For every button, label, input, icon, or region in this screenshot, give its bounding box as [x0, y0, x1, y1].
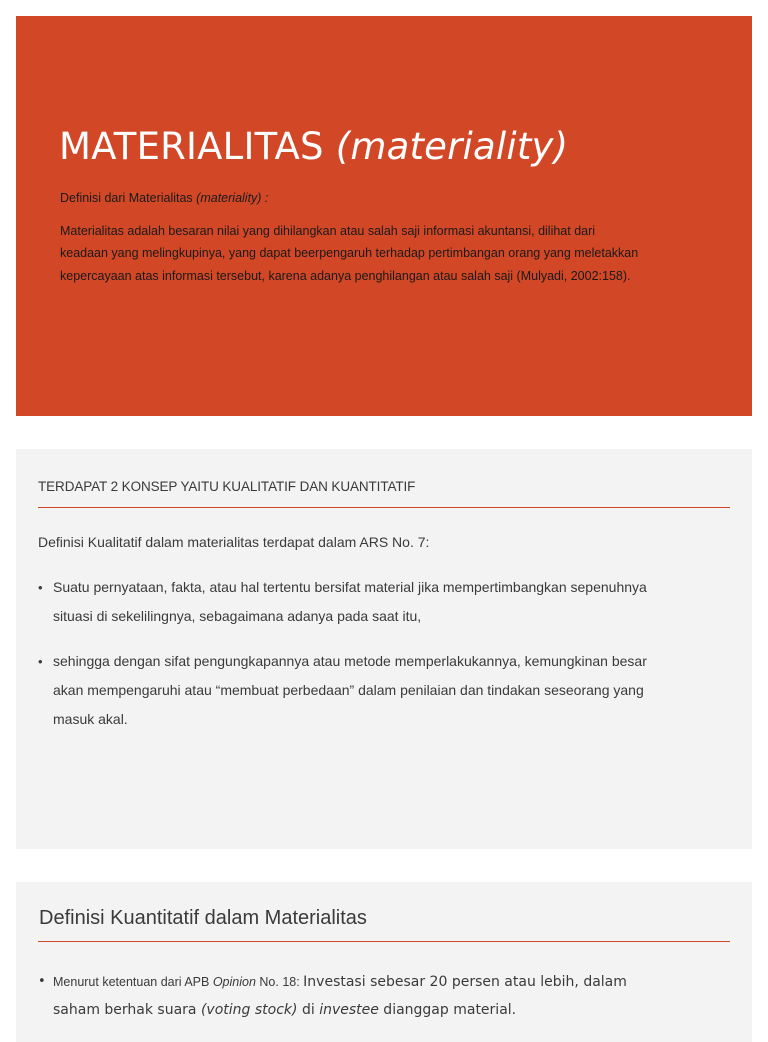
list-item — [38, 968, 648, 1024]
definition-body: Materialitas adalah besaran nilai yang dihilangkan atau salah saji informasi akuntansi, dilihat dari keadaan yang melingkupinya, yang dapat beerpengaruh terhadap pertimbangan orang yang meletakkan kepercayaan atas informasi tersebut, karena adanya penghilangan atau salah saji (Mulyadi, 2002:158). — [60, 224, 639, 283]
rule-text-2: di — [297, 1002, 320, 1018]
slide-title-main: MATERIALITAS — [59, 125, 336, 168]
bullet-icon: • — [38, 654, 43, 669]
investee-term: investee — [319, 1002, 379, 1018]
list-item-text: Suatu pernyataan, fakta, atau hal tertentu bersifat material jika mempertimbangkan sepenuhnya situasi di sekelilingnya, sebagaimana adanya pada saat itu, — [53, 579, 647, 624]
list-item — [38, 573, 648, 631]
rule-text-3: dianggap material. — [378, 1002, 517, 1018]
slide-title-italic: (materiality) — [335, 125, 569, 168]
definition-subhead — [60, 191, 268, 205]
rule-text-1: Investasi sebesar 20 persen atau lebih, dalam saham berhak suara — [53, 974, 627, 1018]
heading-divider — [38, 507, 730, 508]
bullet-icon: • — [38, 974, 46, 989]
list-item-text: sehingga dengan sifat pengungkapannya atau metode memperlakukannya, kemungkinan besar akan mempengaruhi atau “membuat perbedaan” dalam penilaian dan tindakan seseorang yang masuk akal. — [53, 653, 647, 727]
quantitative-heading: Definisi Kuantitatif dalam Materialitas — [39, 907, 367, 929]
concept-heading: TERDAPAT 2 KONSEP YAITU KUALITATIF DAN KUANTITATIF — [38, 479, 416, 494]
apb-reference-italic: Opinion — [212, 975, 256, 989]
title-slide — [16, 16, 752, 416]
list-item — [38, 647, 648, 734]
bullet-icon: • — [38, 580, 43, 595]
apb-reference-text: Menurut ketentuan dari APB — [53, 975, 213, 989]
qualitative-intro: Definisi Kualitatif dalam materialitas terdapat dalam ARS No. 7: — [38, 534, 430, 550]
definition-subhead-text: Definisi dari Materialitas — [60, 191, 197, 205]
slide-title — [59, 125, 568, 168]
heading-divider — [38, 941, 730, 942]
voting-stock-term: (voting stock) — [200, 1002, 298, 1018]
apb-reference-end: No. 18: — [255, 975, 304, 989]
quantitative-slide — [16, 882, 752, 1042]
qualitative-list — [38, 573, 648, 750]
apb-reference — [53, 975, 303, 989]
concept-slide — [16, 449, 752, 849]
definition-subhead-italic: (materiality) : — [196, 191, 269, 205]
